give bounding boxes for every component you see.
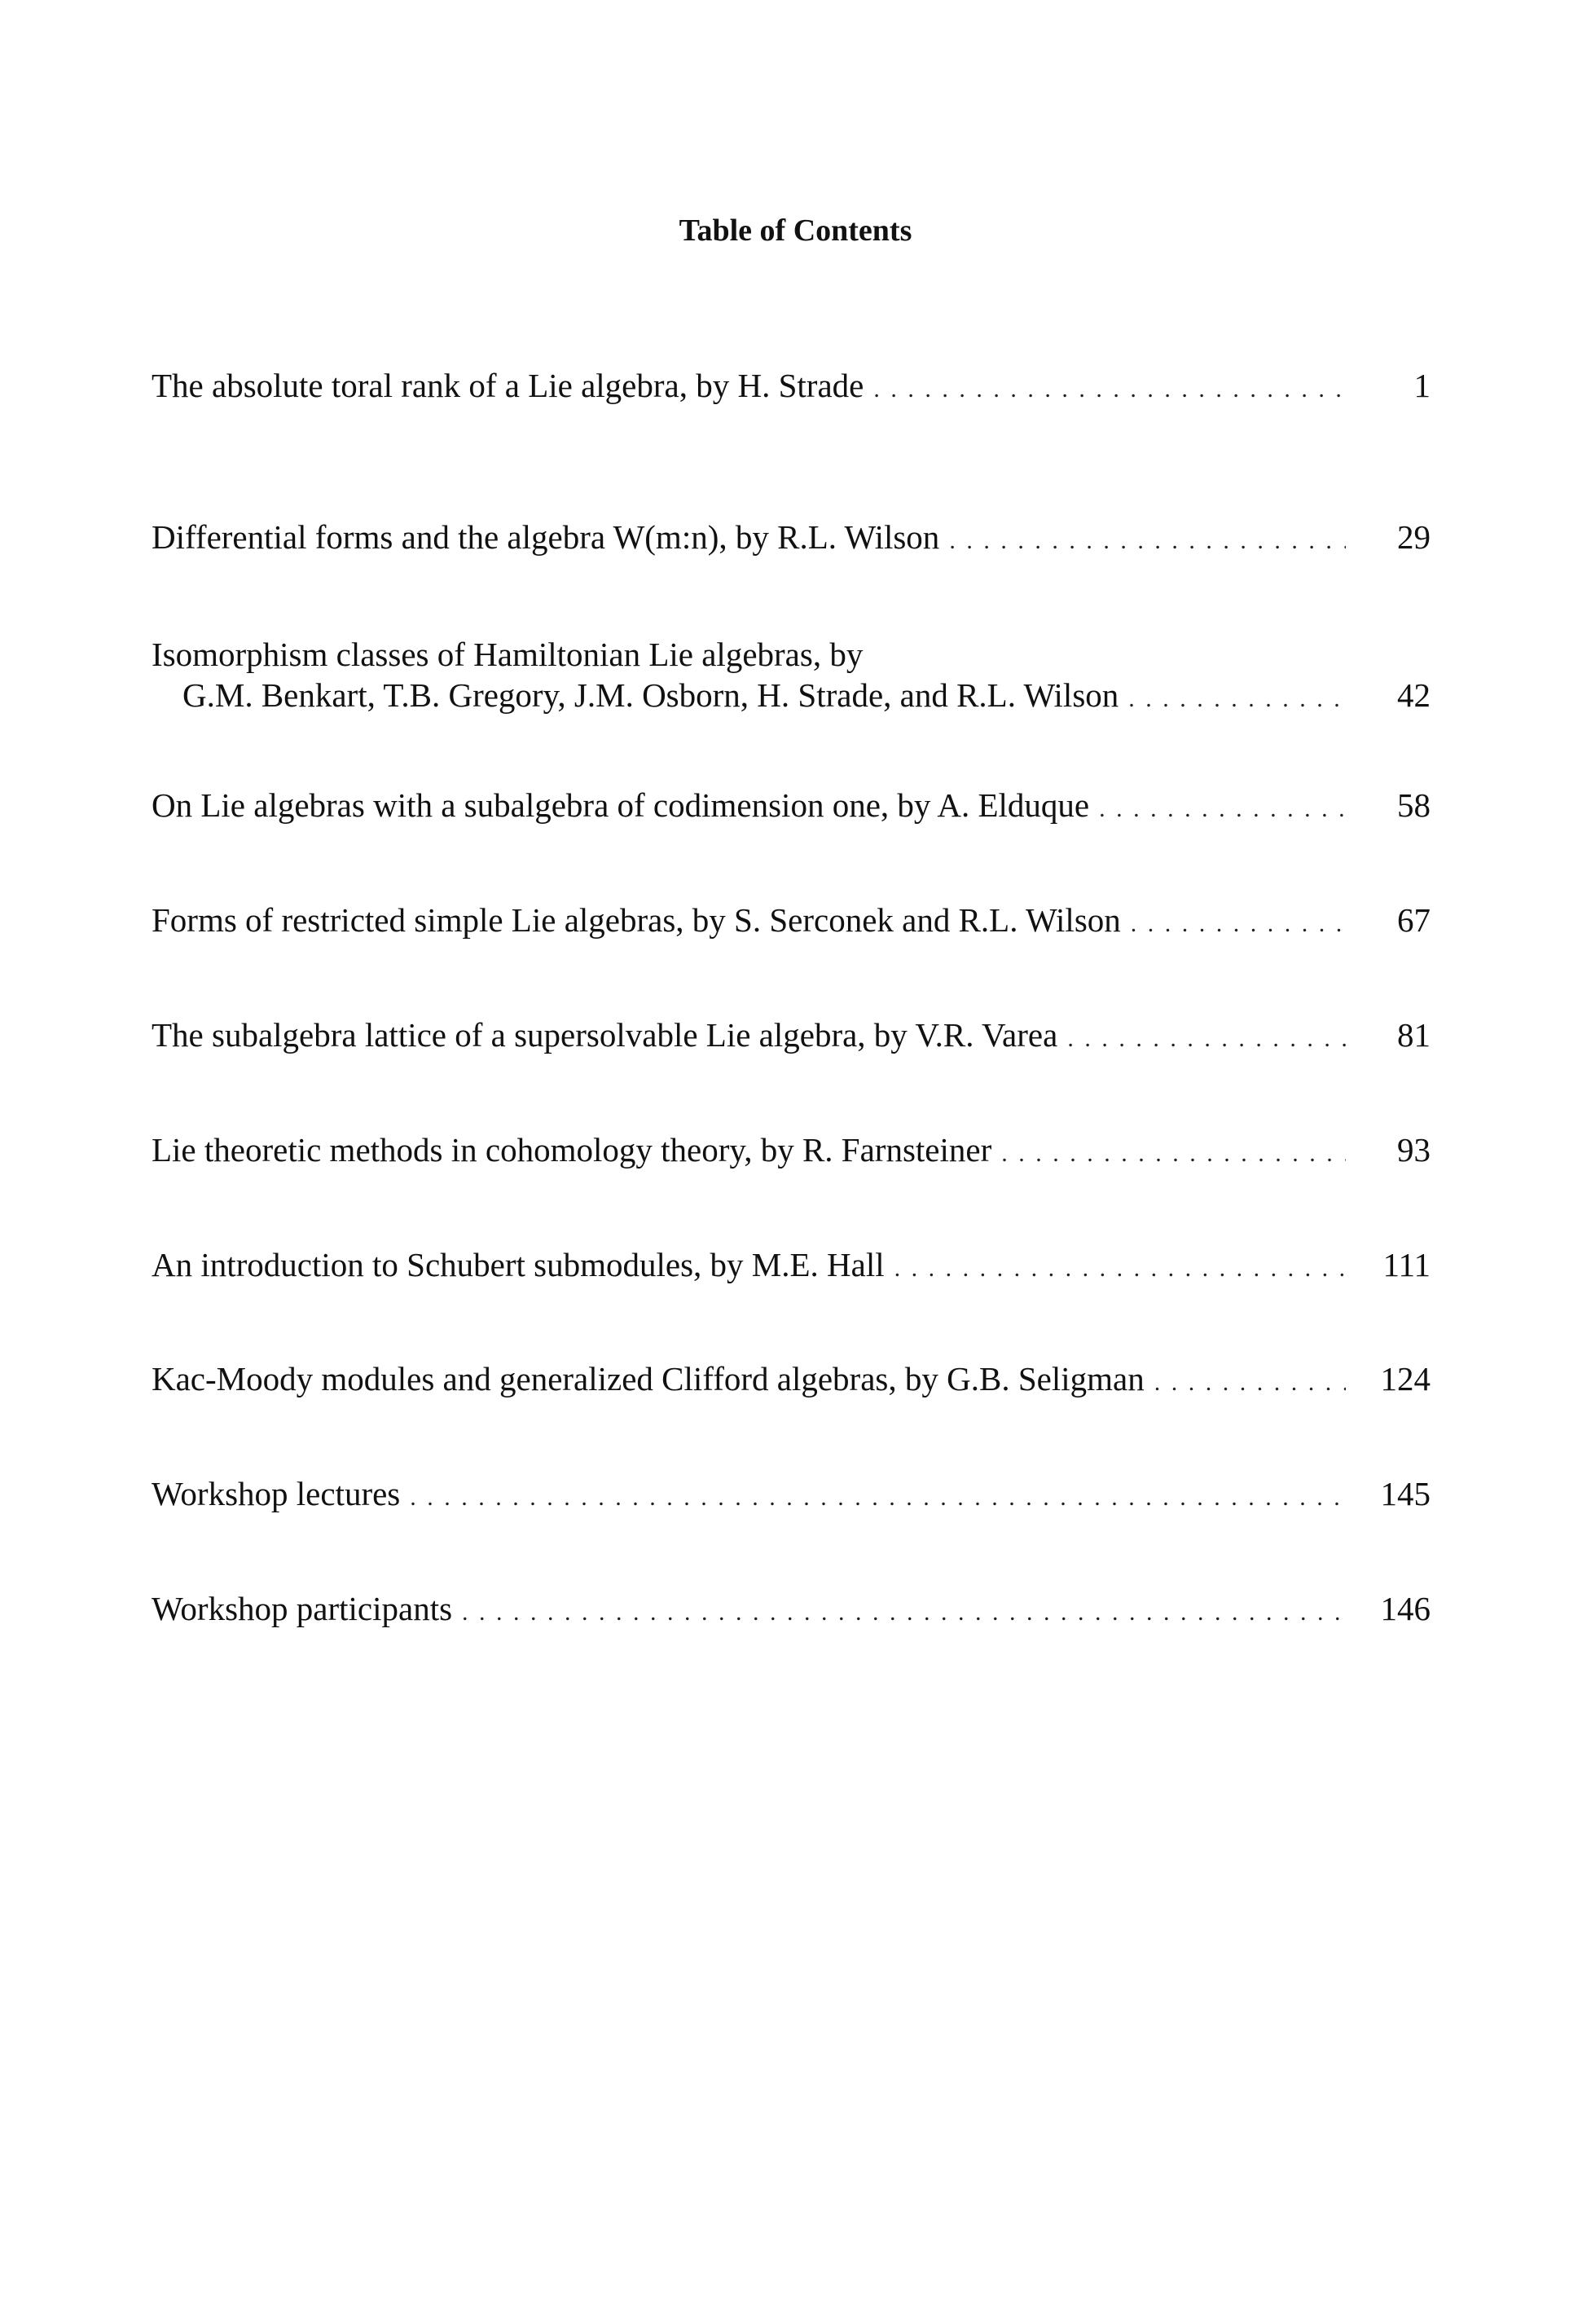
toc-line — [152, 900, 1431, 944]
toc-page-number: 67 — [1397, 901, 1431, 939]
page-title: Table of Contents — [679, 213, 912, 248]
toc-line — [152, 785, 1431, 830]
toc-entry — [152, 365, 1431, 410]
toc-dot-leader — [1099, 789, 1346, 830]
toc-page-number: 42 — [1397, 676, 1431, 714]
toc-entry — [152, 634, 1431, 720]
toc-entry-title: Workshop lectures — [152, 1475, 401, 1512]
toc-line — [152, 1129, 1431, 1174]
toc-entry — [152, 900, 1431, 944]
toc-dot-leader — [873, 369, 1346, 410]
toc-dot-leader — [1154, 1362, 1346, 1403]
toc-entry-title: Workshop participants — [152, 1590, 453, 1627]
toc-line — [152, 675, 1431, 720]
toc-entry-title: An introduction to Schubert submodules, by M.E. Hall — [152, 1246, 885, 1283]
toc-page-number: 81 — [1397, 1016, 1431, 1054]
toc-entry — [152, 1358, 1431, 1403]
toc-page-number: 1 — [1413, 367, 1431, 404]
toc-line — [152, 1473, 1431, 1518]
toc-dot-leader — [1067, 1019, 1346, 1059]
toc-dot-leader — [462, 1592, 1346, 1633]
toc-entry — [152, 1473, 1431, 1518]
toc-line — [152, 365, 1431, 410]
toc-entry-title-line1: Isomorphism classes of Hamiltonian Lie algebras, by — [152, 636, 864, 673]
toc-entry-title: Forms of restricted simple Lie algebras, by S. Serconek and R.L. Wilson — [152, 901, 1121, 939]
toc-page-number: 124 — [1380, 1360, 1431, 1397]
toc-dot-leader — [410, 1477, 1346, 1518]
toc-dot-leader — [894, 1248, 1346, 1289]
toc-page-number: 93 — [1397, 1131, 1431, 1169]
toc-entry — [152, 1588, 1431, 1633]
toc-entry — [152, 517, 1431, 561]
toc-entry-title: The absolute toral rank of a Lie algebra, by H. Strade — [152, 367, 864, 404]
toc-entry — [152, 1015, 1431, 1059]
toc-entry — [152, 1244, 1431, 1289]
toc-page-number: 146 — [1380, 1590, 1431, 1627]
toc-entry-title: Lie theoretic methods in cohomology theory, by R. Farnsteiner — [152, 1131, 992, 1169]
toc-line — [152, 1244, 1431, 1289]
toc-line — [152, 1588, 1431, 1633]
toc-entry — [152, 785, 1431, 830]
toc-dot-leader — [1131, 904, 1346, 944]
toc-dot-leader — [1128, 679, 1346, 720]
toc-line — [152, 1358, 1431, 1403]
toc-dot-leader — [1001, 1133, 1346, 1174]
toc-page-number: 145 — [1380, 1475, 1431, 1512]
toc-entry — [152, 1129, 1431, 1174]
toc-entry-authors: G.M. Benkart, T.B. Gregory, J.M. Osborn, H. Strade, and R.L. Wilson — [182, 676, 1119, 714]
toc-line — [152, 517, 1431, 561]
toc-entry-title: The subalgebra lattice of a supersolvable Lie algebra, by V.R. Varea — [152, 1016, 1058, 1054]
toc-line — [152, 1015, 1431, 1059]
toc-entry-title: On Lie algebras with a subalgebra of codimension one, by A. Elduque — [152, 786, 1090, 824]
toc-page-number: 58 — [1397, 786, 1431, 824]
toc-dot-leader — [949, 521, 1346, 561]
toc-entry-title: Kac-Moody modules and generalized Clifford algebras, by G.B. Seligman — [152, 1360, 1145, 1397]
toc-entry-title: Differential forms and the algebra W(m:n), by R.L. Wilson — [152, 518, 940, 556]
toc-page-number: 111 — [1382, 1246, 1431, 1283]
toc-page-number: 29 — [1397, 518, 1431, 556]
